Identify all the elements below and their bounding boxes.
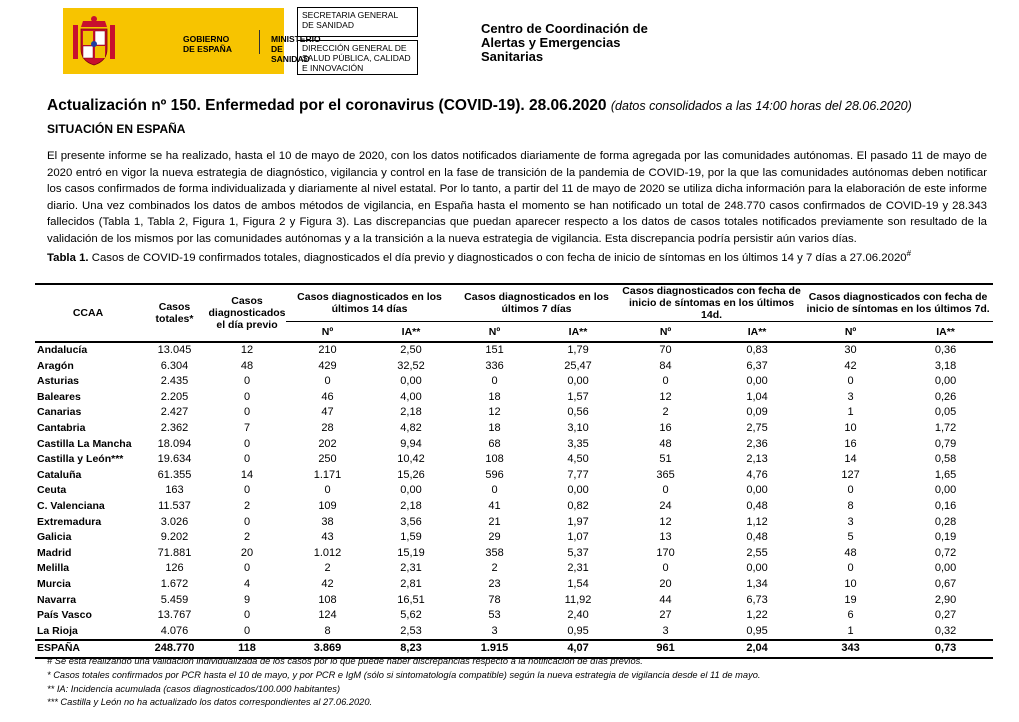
table-cell: 0 <box>243 453 251 466</box>
table-cell: 6,37 <box>746 359 768 372</box>
table-cell: 163 <box>165 484 184 497</box>
table-cell: 8 <box>847 499 854 512</box>
ccaa-name: C. Valenciana <box>37 499 105 512</box>
table-cell: 12 <box>240 344 254 356</box>
table-cell: 5 <box>847 531 854 544</box>
table-cell: 358 <box>485 546 504 559</box>
table-cell: 0 <box>491 484 498 497</box>
footnote: *** Castilla y León no ha actualizado los datos correspondientes al 27.06.2020. <box>47 697 373 708</box>
table-cell: 0,48 <box>746 531 768 544</box>
table-cell: 18 <box>488 421 501 434</box>
table-cell: 0 <box>243 609 251 622</box>
table-cell: 1,72 <box>934 421 957 434</box>
table-cell: 12 <box>659 515 672 528</box>
table-cell: 0,56 <box>567 406 589 419</box>
table-cell: 151 <box>485 344 504 356</box>
table-cell: 3.869 <box>313 642 342 655</box>
table-cell: 4.076 <box>160 624 189 637</box>
table-cell: 0,95 <box>567 624 589 637</box>
table-cell: 2 <box>662 406 669 419</box>
table-cell: 0,16 <box>934 499 957 512</box>
header-ia: IA** <box>568 325 588 338</box>
table-cell: 0 <box>324 484 331 497</box>
header-dia-previo: Casos diagnosticados el día previo <box>208 295 286 331</box>
table-cell: 42 <box>844 359 857 372</box>
table-cell: 10,42 <box>397 453 425 466</box>
table-cell: 20 <box>240 546 254 559</box>
table-cell: 3,10 <box>567 421 589 434</box>
ccaa-name: Andalucía <box>37 344 88 356</box>
table-row <box>35 437 993 453</box>
table-cell: 0,19 <box>934 531 957 544</box>
table-cell: 0,00 <box>567 484 589 497</box>
table-cell: 27 <box>659 609 672 622</box>
footnotes <box>47 655 760 710</box>
header-ia: IA** <box>747 325 767 338</box>
table-cell: 51 <box>659 453 672 466</box>
footnote: # Se está realizando una validación individualizada de los casos por lo que puede haber discrepancias respecto a la notificación de días previos. <box>47 656 643 666</box>
table-cell: 1,12 <box>746 515 768 528</box>
table-cell: 3.026 <box>160 515 189 528</box>
table-cell: 3 <box>847 515 854 528</box>
table-cell: 19.634 <box>157 453 192 466</box>
table-cell: 1.171 <box>313 468 342 481</box>
table-cell: 0 <box>243 515 251 528</box>
table-cell: 6,73 <box>746 593 768 606</box>
table-row <box>35 421 993 437</box>
table-cell: 124 <box>318 609 337 622</box>
ccaa-name: Madrid <box>37 546 72 559</box>
table-row <box>35 561 993 577</box>
direccion-box: DIRECCIÓN GENERAL DE SALUD PÚBLICA, CALIDAD E INNOVACIÓN <box>297 40 418 75</box>
table-cell: 29 <box>488 531 501 544</box>
ccaa-name: Melilla <box>37 562 70 575</box>
table-row <box>35 624 993 641</box>
table-cell: 2.205 <box>160 390 189 403</box>
table-cell: 2,81 <box>400 577 422 590</box>
table-cell: 1 <box>847 406 854 419</box>
header-14-dias: Casos diagnosticados en los últimos 14 días <box>286 284 453 322</box>
table-cell: 8,23 <box>400 642 422 655</box>
table-cell: 0,95 <box>746 624 768 637</box>
table-cell: 210 <box>318 344 337 356</box>
table-cell: 0 <box>243 375 251 388</box>
table-cell: 1.915 <box>480 642 509 655</box>
table-cell: 71.881 <box>157 546 192 559</box>
ccaa-name: Murcia <box>37 577 71 590</box>
table-cell: 15,19 <box>397 546 425 559</box>
table-cell: 1,34 <box>746 577 768 590</box>
table-cell: 18 <box>488 390 501 403</box>
ccaa-name: La Rioja <box>37 624 78 637</box>
table-cell: 248.770 <box>154 642 195 655</box>
table-row <box>35 468 993 484</box>
table-cell: 9,94 <box>400 437 422 450</box>
table-cell: 429 <box>318 359 337 372</box>
table-cell: 2,13 <box>746 453 768 466</box>
table-cell: 9 <box>243 593 251 606</box>
table-cell: 2,53 <box>400 624 422 637</box>
table-cell: 0,48 <box>746 499 768 512</box>
table-cell: 202 <box>318 437 337 450</box>
table-cell: 2,04 <box>746 642 768 655</box>
table-cell: 43 <box>321 531 334 544</box>
logo-divider <box>259 30 260 54</box>
footnote: * Casos totales confirmados por PCR hasta el 10 de mayo, y por PCR e IgM (sólo si sintomatología compatible) según la nueva estrategia de vigilancia desde el 11 de mayo. <box>47 669 761 680</box>
table-cell: 0,00 <box>746 562 768 575</box>
section-heading: SITUACIÓN EN ESPAÑA <box>47 122 186 136</box>
table-cell: 23 <box>488 577 501 590</box>
table-cell: 170 <box>656 546 675 559</box>
table-cell: 343 <box>841 642 860 655</box>
table-cell: 0,00 <box>934 562 957 575</box>
table-cell: 0 <box>324 375 331 388</box>
table-cell: 0,00 <box>934 375 957 388</box>
table-cell: 0 <box>243 484 251 497</box>
table-cell: 53 <box>488 609 501 622</box>
table-cell: 118 <box>238 642 256 655</box>
table-cell: 0,27 <box>934 609 957 622</box>
table-row <box>35 546 993 562</box>
table-cell: 0 <box>243 390 251 403</box>
table-cell: 0 <box>243 624 251 637</box>
header-sintomas-7d: Casos diagnosticados con fecha de inicio de síntomas en los últimos 7d. <box>803 284 993 322</box>
table-cell: 5,62 <box>400 609 422 622</box>
table-cell: 0,00 <box>746 484 768 497</box>
table-cell: 25,47 <box>564 359 592 372</box>
table-cell: 13.045 <box>157 344 192 356</box>
table-cell: 1,97 <box>567 515 589 528</box>
table-row <box>35 483 993 499</box>
table-cell: 127 <box>841 468 860 481</box>
table-cell: 0,73 <box>934 642 957 655</box>
table-cell: 21 <box>488 515 501 528</box>
table-cell: 28 <box>321 421 334 434</box>
ccaa-name: Castilla La Mancha <box>37 437 132 450</box>
table-cell: 0,36 <box>934 344 957 356</box>
table-cell: 84 <box>659 359 672 372</box>
table-cell: 10 <box>844 421 857 434</box>
table-cell: 38 <box>321 515 334 528</box>
table-cell: 0,00 <box>934 484 957 497</box>
secretaria-box: SECRETARIA GENERAL DE SANIDAD <box>297 7 418 37</box>
table-cell: 3,56 <box>400 515 422 528</box>
table-cell: 1,57 <box>567 390 589 403</box>
table-cell: 2,90 <box>934 593 957 606</box>
table-cell: 0,00 <box>400 375 422 388</box>
table-cell: 46 <box>321 390 334 403</box>
table-cell: 0,09 <box>746 406 768 419</box>
table-cell: 6 <box>847 609 854 622</box>
table-cell: 4,76 <box>746 468 768 481</box>
table-cell: 3 <box>662 624 669 637</box>
ccaa-name: Cantabria <box>37 421 86 434</box>
table-cell: 5.459 <box>160 593 189 606</box>
table-cell: 14 <box>240 468 254 481</box>
table-caption: Tabla 1. Casos de COVID-19 confirmados totales, diagnosticados el día previo y diagnosticados o con fecha de inicio de síntomas en los últimos 14 y 7 días a 27.06.2020# <box>47 249 912 264</box>
table-cell: 10 <box>844 577 857 590</box>
table-cell: 2,36 <box>746 437 768 450</box>
header-ia: IA** <box>401 325 421 338</box>
table-cell: 4,82 <box>400 421 422 434</box>
table-cell: 61.355 <box>157 468 192 481</box>
table-cell: 3,18 <box>934 359 957 372</box>
ministerio-text: MINISTERIO DE SANIDAD <box>271 34 321 64</box>
table-row <box>35 593 993 609</box>
table-cell: 4,07 <box>567 642 589 655</box>
coat-of-arms-icon <box>71 15 117 67</box>
table-cell: 0 <box>662 375 669 388</box>
table-cell: 7 <box>243 421 251 434</box>
table-cell: 9.202 <box>160 531 189 544</box>
table-row <box>35 374 993 390</box>
table-cell: 68 <box>488 437 501 450</box>
ccaa-name: Navarra <box>37 593 77 606</box>
table-cell: 0,83 <box>746 344 768 356</box>
casos-table <box>35 283 993 659</box>
table-cell: 1,07 <box>567 531 589 544</box>
table-cell: 18.094 <box>157 437 192 450</box>
header-ia: IA** <box>936 325 955 338</box>
table-cell: 42 <box>321 577 334 590</box>
table-cell: 0 <box>847 484 854 497</box>
table-cell: 0,00 <box>746 375 768 388</box>
table-row <box>35 608 993 624</box>
table-cell: 126 <box>165 562 184 575</box>
header-n: Nº <box>659 325 672 338</box>
table-cell: 0,00 <box>567 375 589 388</box>
table-cell: 2,75 <box>746 421 768 434</box>
table-row <box>35 515 993 531</box>
table-cell: 78 <box>488 593 501 606</box>
report-title: Actualización nº 150. Enfermedad por el coronavirus (COVID-19). 28.06.2020 (datos consolidados a las 14:00 horas del 28.06.2020) <box>47 97 912 114</box>
table-cell: 0,58 <box>934 453 957 466</box>
table-cell: 2.435 <box>160 375 189 388</box>
table-cell: 0 <box>491 375 498 388</box>
table-cell: 20 <box>659 577 672 590</box>
table-cell: 15,26 <box>397 468 425 481</box>
table-cell: 1,54 <box>567 577 589 590</box>
table-cell: 0,05 <box>934 406 957 419</box>
table-cell: 0 <box>662 562 669 575</box>
ccaa-name: Castilla y León*** <box>37 453 124 466</box>
table-cell: 41 <box>488 499 501 512</box>
header-n: Nº <box>321 325 334 338</box>
table-row <box>35 359 993 375</box>
table-cell: 1,04 <box>746 390 768 403</box>
header-casos-totales: Casos totales* <box>155 301 194 325</box>
table-cell: 2 <box>324 562 331 575</box>
table-cell: 1,65 <box>934 468 957 481</box>
table-cell: 596 <box>485 468 504 481</box>
table-cell: 0,72 <box>934 546 957 559</box>
table-cell: 0,26 <box>934 390 957 403</box>
table-cell: 32,52 <box>397 359 425 372</box>
table-cell: 0 <box>243 406 251 419</box>
table-cell: 19 <box>844 593 857 606</box>
table-cell: 250 <box>318 453 337 466</box>
ccaa-name: Cataluña <box>37 468 82 481</box>
report-subtitle: (datos consolidados a las 14:00 horas del 28.06.2020) <box>610 99 912 113</box>
table-cell: 2.427 <box>160 406 189 419</box>
table-cell: 48 <box>240 359 254 372</box>
table-cell: 1 <box>847 624 854 637</box>
table-cell: 11.537 <box>158 499 191 512</box>
table-cell: 4 <box>243 577 251 590</box>
table-cell: 108 <box>318 593 337 606</box>
table-cell: 0 <box>847 562 854 575</box>
table-cell: 14 <box>844 453 857 466</box>
table-cell: 13 <box>659 531 672 544</box>
table-cell: 0 <box>847 375 854 388</box>
gobierno-text: GOBIERNO DE ESPAÑA <box>183 34 232 54</box>
table-cell: 1.672 <box>160 577 189 590</box>
ccaa-name: Baleares <box>37 390 81 403</box>
header-ccaa: CCAA <box>72 307 104 319</box>
table-row <box>35 452 993 468</box>
ccaa-name: Canarias <box>37 406 82 419</box>
ccaa-name: Ceuta <box>37 484 67 497</box>
table-cell: 0 <box>243 562 251 575</box>
header-n: Nº <box>488 325 501 338</box>
table-cell: 48 <box>659 437 672 450</box>
table-cell: 4,00 <box>400 390 422 403</box>
table-cell: 109 <box>318 499 337 512</box>
table-cell: 2 <box>243 531 251 544</box>
table-cell: 2,31 <box>567 562 589 575</box>
table-cell: 70 <box>659 344 672 356</box>
header-sintomas-14d: Casos diagnosticados con fecha de inicio de síntomas en los últimos 14d. <box>620 284 803 322</box>
table-cell: 1,59 <box>400 531 422 544</box>
ccaa-name: Asturias <box>37 375 80 388</box>
table-cell: 13.767 <box>157 609 192 622</box>
table-cell: 44 <box>659 593 672 606</box>
table-cell: 2,18 <box>400 499 422 512</box>
gobierno-logo <box>63 8 321 74</box>
table-cell: 7,77 <box>567 468 589 481</box>
header-7-dias: Casos diagnosticados en los últimos 7 días <box>453 284 620 322</box>
table-cell: 2,55 <box>746 546 768 559</box>
table-cell: 0,32 <box>934 624 957 637</box>
header-n: Nº <box>844 325 857 338</box>
table-row <box>35 390 993 406</box>
footnote: ** IA: Incidencia acumulada (casos diagnosticados/100.000 habitantes) <box>47 683 341 694</box>
table-cell: 2,40 <box>567 609 589 622</box>
table-cell: 6.304 <box>160 359 189 372</box>
table-cell: 16,51 <box>397 593 425 606</box>
table-row <box>35 577 993 593</box>
table-cell: 16 <box>844 437 857 450</box>
table-cell: 1,79 <box>567 344 589 356</box>
table-cell: 2.362 <box>160 421 189 434</box>
table-cell: 5,37 <box>567 546 589 559</box>
table-cell: 336 <box>485 359 504 372</box>
table-cell: 0 <box>662 484 669 497</box>
table-row <box>35 405 993 421</box>
table-cell: 2,50 <box>400 344 422 356</box>
ccaa-name: Aragón <box>37 359 74 372</box>
table-cell: 2,18 <box>400 406 422 419</box>
table-cell: 48 <box>844 546 857 559</box>
table-cell: 0,82 <box>567 499 589 512</box>
table-cell: 8 <box>324 624 331 637</box>
table-cell: 3 <box>847 390 854 403</box>
table-cell: 24 <box>659 499 672 512</box>
table-row <box>35 342 993 359</box>
table-cell: 3,35 <box>567 437 589 450</box>
table-cell: 2 <box>491 562 498 575</box>
table-cell: 12 <box>488 406 501 419</box>
ccaa-name: Extremadura <box>37 515 102 528</box>
table-cell: 961 <box>656 642 675 655</box>
table-row <box>35 499 993 515</box>
table-cell: 0,28 <box>934 515 957 528</box>
table-cell: 30 <box>844 344 857 356</box>
intro-paragraph: El presente informe se ha realizado, hasta el 10 de mayo de 2020, con los datos notificados diariamente de forma agregada por las comunidades autónomas. El pasado 11 de mayo de 2020 entró en vigor la nueva estrategia de diagnóstico, vigilancia y control en la fase de transición de la pandemia de COVID-19, por la que las comunidades autónomas deben notificar los casos confirmados de forma individualizada y diariamente al nivel estatal. Por lo tanto, a partir del 11 de mayo de 2020 se utiliza dicha información para la elaboración de este informe diario. Una vez combinados los datos de ambos métodos de vigilancia, en España hasta el momento se han notificado un total de 248.770 casos confirmados de COVID-19 y 28.343 fallecidos (Tabla 1, Tabla 2, Figura 1, Figura 2 y Figura 3). Las discrepancias que puedan aparecer respecto a los datos de casos totales notificados previamente son resultado de la validación de los mismos por las comunidades autónomas y a la transición a la nueva estrategia de vigilancia. Esta discrepancia podría persistir aún varios días. <box>47 150 987 245</box>
table-cell: 16 <box>659 421 672 434</box>
table-cell: 11,92 <box>564 593 592 606</box>
table-cell: 365 <box>656 468 675 481</box>
table-cell: 12 <box>659 390 672 403</box>
table-cell: 1.012 <box>313 546 342 559</box>
table-cell: 2 <box>243 499 251 512</box>
table-cell: 0,00 <box>400 484 422 497</box>
table-cell: 0 <box>243 437 251 450</box>
table-cell: 0,79 <box>934 437 957 450</box>
table-cell: 1,22 <box>746 609 768 622</box>
table-row <box>35 530 993 546</box>
ccaa-name: País Vasco <box>37 609 92 622</box>
ccaa-name: Galicia <box>37 531 72 544</box>
ccaa-name: ESPAÑA <box>37 642 80 655</box>
table-cell: 4,50 <box>567 453 589 466</box>
table-cell: 108 <box>485 453 504 466</box>
centro-coordinacion: Centro de Coordinación de Alertas y Emergencias Sanitarias <box>481 21 648 64</box>
table-cell: 0,67 <box>934 577 957 590</box>
table-cell: 2,31 <box>400 562 422 575</box>
table-cell: 3 <box>491 624 498 637</box>
table-cell: 47 <box>321 406 334 419</box>
